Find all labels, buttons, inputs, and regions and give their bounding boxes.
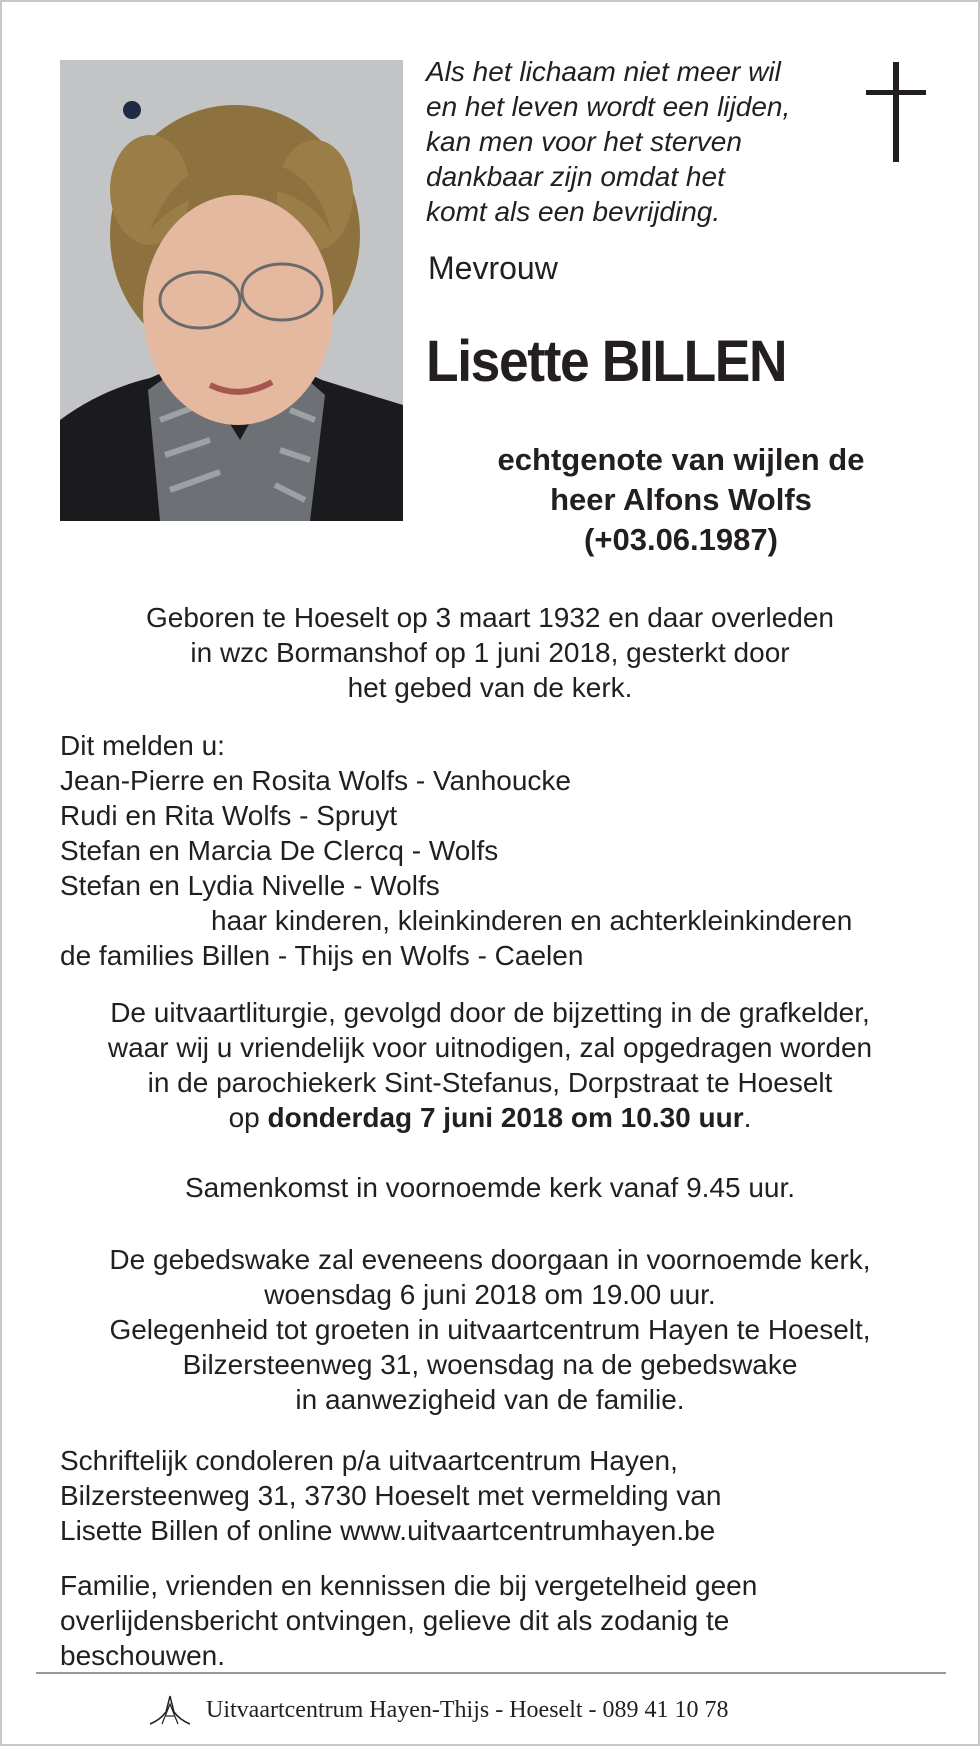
poem-line: en het leven wordt een lijden,	[426, 91, 791, 122]
portrait-illustration	[60, 60, 403, 521]
announcer: Rudi en Rita Wolfs - Spruyt	[60, 800, 398, 831]
date-suffix: .	[743, 1102, 752, 1133]
honorific: Mevrouw	[428, 250, 558, 286]
spouse-line: (+03.06.1987)	[584, 522, 778, 557]
descendants-line: haar kinderen, kleinkinderen en achterkleinkinderen	[211, 905, 853, 936]
condolence-info	[60, 1443, 940, 1548]
footer	[148, 1690, 729, 1730]
text-line: in aanwezigheid van de familie.	[295, 1384, 685, 1415]
text-line: Lisette Billen of online www.uitvaartcentrumhayen.be	[60, 1515, 716, 1546]
footer-text: Uitvaartcentrum Hayen-Thijs - Hoeselt - 089 41 10 78	[206, 1696, 729, 1723]
text-line: Bilzersteenweg 31, woensdag na de gebedswake	[182, 1349, 798, 1380]
text-line: overlijdensbericht ontvingen, gelieve dit als zodanig te	[60, 1605, 730, 1636]
wake-info	[42, 1242, 938, 1417]
poem-line: komt als een bevrijding.	[426, 196, 721, 227]
text-line: Familie, vrienden en kennissen die bij vergetelheid geen	[60, 1570, 758, 1601]
notice-info	[60, 1568, 940, 1673]
announcer: Stefan en Lydia Nivelle - Wolfs	[60, 870, 440, 901]
text-line: waar wij u vriendelijk voor uitnodigen, zal opgedragen worden	[107, 1032, 873, 1063]
deceased-name: Lisette BILLEN	[426, 329, 787, 394]
text-line: in wzc Bormanshof op 1 juni 2018, gesterkt door	[190, 637, 790, 668]
text-line: woensdag 6 juni 2018 om 19.00 uur.	[264, 1279, 716, 1310]
birth-death-info	[42, 600, 938, 705]
announcer: Jean-Pierre en Rosita Wolfs - Vanhoucke	[60, 765, 571, 796]
text-line: beschouwen.	[60, 1640, 226, 1671]
poem-line: dankbaar zijn omdat het	[426, 161, 725, 192]
poem	[426, 54, 846, 229]
gathering-info: Samenkomst in voornoemde kerk vanaf 9.45 uur.	[184, 1172, 796, 1203]
date-prefix: op	[228, 1102, 268, 1133]
spouse-info	[426, 440, 936, 560]
text-line: De uitvaartliturgie, gevolgd door de bijzetting in de grafkelder,	[110, 997, 870, 1028]
announcers-list	[60, 728, 940, 973]
announcers-intro: Dit melden u:	[60, 730, 225, 761]
text-line: Bilzersteenweg 31, 3730 Hoeselt met vermelding van	[60, 1480, 722, 1511]
text-line: De gebedswake zal eveneens doorgaan in voornoemde kerk,	[109, 1244, 871, 1275]
funeral-date-line	[42, 1100, 938, 1135]
announcer: Stefan en Marcia De Clercq - Wolfs	[60, 835, 499, 866]
funeral-home-logo	[148, 1690, 192, 1730]
latin-cross-icon	[866, 62, 926, 162]
text-line: het gebed van de kerk.	[347, 672, 633, 703]
funeral-date: donderdag 7 juni 2018 om 10.30 uur	[267, 1102, 744, 1133]
portrait-photo	[60, 60, 403, 521]
text-line: Schriftelijk condoleren p/a uitvaartcentrum Hayen,	[60, 1445, 678, 1476]
spouse-line: echtgenote van wijlen de	[497, 442, 865, 477]
spouse-line: heer Alfons Wolfs	[550, 482, 812, 517]
text-line: Gelegenheid tot groeten in uitvaartcentrum Hayen te Hoeselt,	[109, 1314, 871, 1345]
poem-line: kan men voor het sterven	[426, 126, 742, 157]
funeral-info	[42, 995, 938, 1135]
poem-line: Als het lichaam niet meer wil	[426, 56, 781, 87]
footer-divider	[36, 1672, 946, 1674]
families-line: de families Billen - Thijs en Wolfs - Caelen	[60, 940, 584, 971]
text-line: Geboren te Hoeselt op 3 maart 1932 en daar overleden	[145, 602, 834, 633]
text-line: in de parochiekerk Sint-Stefanus, Dorpstraat te Hoeselt	[147, 1067, 833, 1098]
